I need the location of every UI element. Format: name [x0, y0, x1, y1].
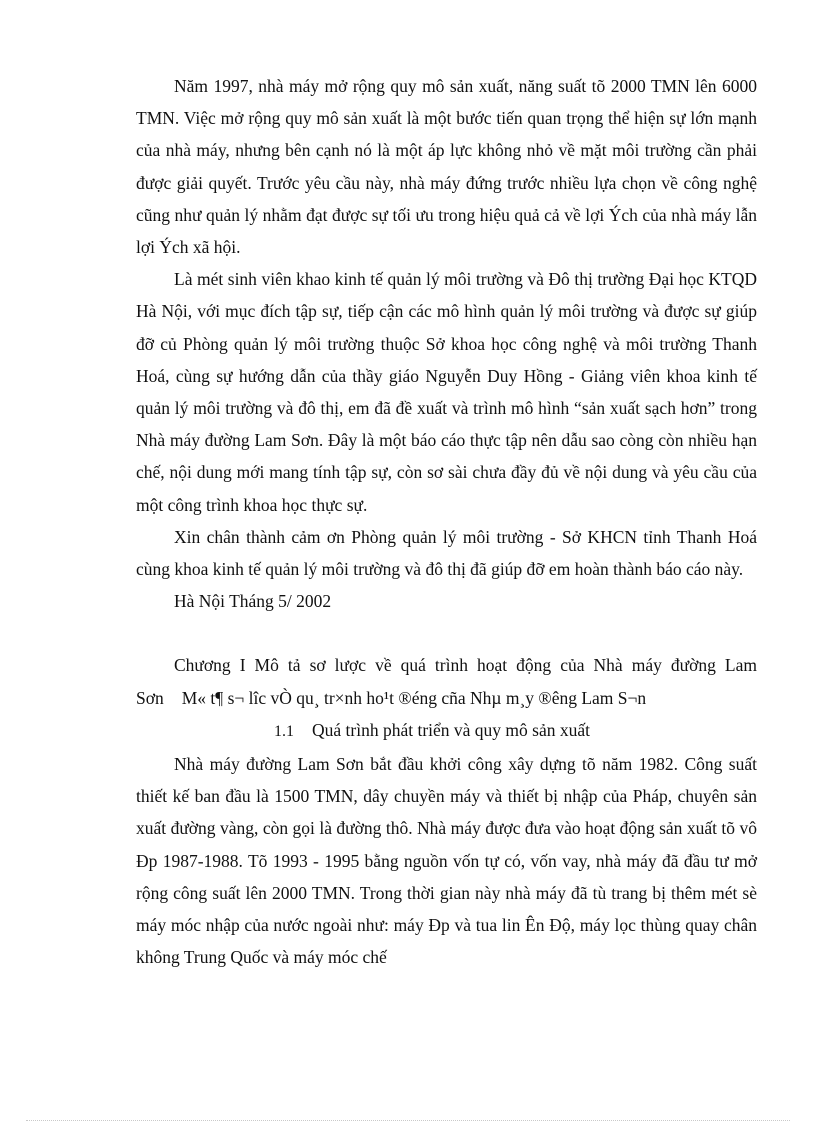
section-number: 1.1: [274, 722, 294, 740]
section-title: Quá trình phát triển và quy mô sản xuất: [312, 719, 590, 740]
blank-line: [136, 617, 757, 649]
paragraph-acknowledgement: Xin chân thành cảm ơn Phòng quản lý môi trường - Sở KHCN tỉnh Thanh Hoá cùng khoa kinh tế quản lý môi trường và đô thị đã giúp đỡ em hoàn thành báo cáo này.: [136, 526, 757, 580]
chapter-title: Chương I Mô tả sơ lược về quá trình hoạt động của Nhà máy đường Lam Sơn: [136, 655, 757, 708]
paragraph-expansion: Năm 1997, nhà máy mở rộng quy mô sản xuất, năng suất tõ 2000 TMN lên 6000 TMN. Việc mở rộng quy mô sản xuất là một bước tiến quan trọng thể hiện sự lớn mạnh của nhà máy, nhưng bên cạnh nó là một áp lực không nhỏ về mặt môi trường cần phải được giải quyết. Trước yêu cầu này, nhà máy đứng trước nhiều lựa chọn về công nghệ cũng như quản lý nhằm đạt được sự tối ưu trong hiệu quả cả về lợi Ých của nhà máy lẫn lợi Ých xã hội.: [136, 76, 757, 258]
section-heading: [136, 714, 757, 748]
document-body: [136, 70, 757, 973]
chapter-heading: [136, 649, 757, 713]
date-line: Hà Nội Tháng 5/ 2002: [174, 591, 332, 612]
chapter-title-garbled: M« t¶ s¬ lîc vÒ qu¸ tr×nh ho¹t ®éng cña Nhµ m¸y ®êng Lam S¬n: [181, 687, 647, 708]
page-bottom-rule: [26, 1120, 790, 1121]
paragraph-history: Nhà máy đường Lam Sơn bắt đầu khởi công xây dựng tõ năm 1982. Công suất thiết kế ban đầu là 1500 TMN, dây chuyền máy và thiết bị nhập của Pháp, chuyên sản xuất đường vàng, còn gọi là đường thô. Nhà máy được đưa vào hoạt động sản xuất tõ vô Ðp 1987-1988. Tõ 1993 - 1995 bằng nguồn vốn tự có, vốn vay, nhà máy đã đầu tư mở rộng công suất lên 2000 TMN. Trong thời gian này nhà máy đã tù trang bị thêm mét sè máy móc nhập của nước ngoài như: máy Ðp và tua lin Ên Độ, máy lọc thùng quay chân không Trung Quốc và máy móc chế: [136, 754, 757, 968]
paragraph-introduction: Là mét sinh viên khao kinh tế quản lý môi trường và Đô thị trường Đại học KTQD Hà Nội, với mục đích tập sự, tiếp cận các mô hình quản lý môi trường và được sự giúp đỡ củ Phòng quản lý môi trường thuộc Sở khoa học công nghệ và môi trường Thanh Hoá, cùng sự hướng dẫn của thầy giáo Nguyễn Duy Hồng - Giảng viên khoa kinh tế quản lý môi trường và đô thị, em đã đề xuất và trình mô hình “sản xuất sạch hơn” trong Nhà máy đường Lam Sơn. Đây là một báo cáo thực tập nên dẫu sao còng còn nhiều hạn chế, nội dung mới mang tính tập sự, còn sơ sài chưa đầy đủ về nội dung và yêu cầu của một công trình khoa học thực sự.: [136, 269, 757, 515]
